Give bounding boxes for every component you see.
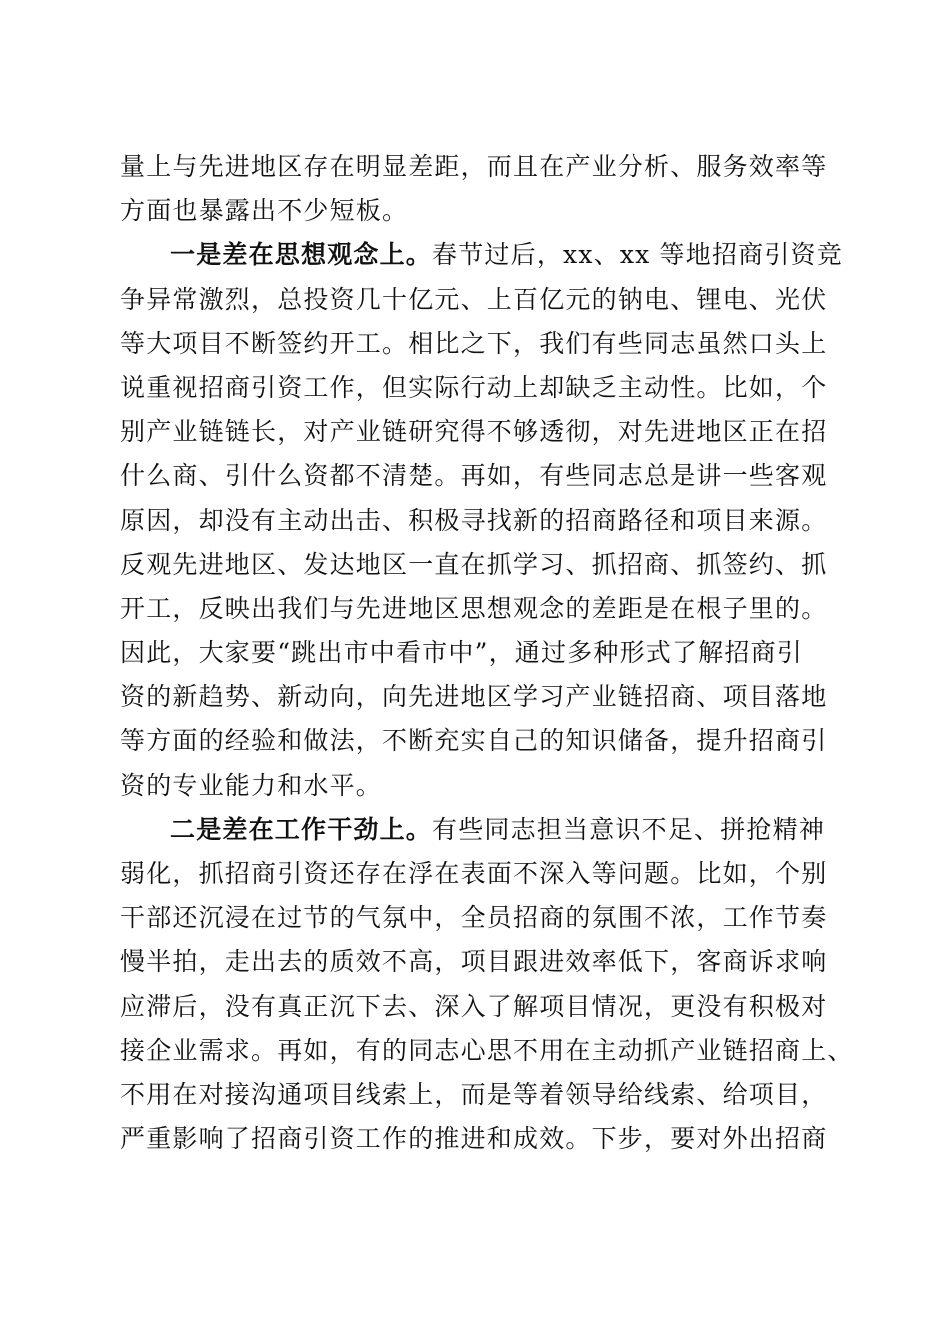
paragraph-thinking-gap bbox=[120, 233, 843, 807]
text-line: 原因，却没有主动出击、积极寻找新的招商路径和项目来源。 bbox=[120, 505, 828, 535]
text-span: 有些同志担当意识不足、拼抢精神 bbox=[432, 814, 826, 844]
paragraph-heading: 二是差在工作干劲上。 bbox=[170, 814, 433, 844]
text-line: 开工，反映出我们与先进地区思想观念的差距是在根子里的。 bbox=[120, 593, 828, 623]
text-line: 严重影响了招商引资工作的推进和成效。下步，要对外出招商 bbox=[120, 1124, 828, 1154]
text-span: 春节过后，xx、xx 等地招商引资竞 bbox=[432, 240, 843, 270]
paragraph-first-line bbox=[120, 808, 830, 852]
text-line: 别产业链链长，对产业链研究得不够透彻，对先进地区正在招 bbox=[120, 417, 828, 447]
text-line: 说重视招商引资工作，但实际行动上却缺乏主动性。比如，个 bbox=[120, 372, 828, 402]
paragraph-work-drive-gap bbox=[120, 808, 854, 1162]
text-line: 争异常激烈，总投资几十亿元、上百亿元的钠电、锂电、光伏 bbox=[120, 284, 828, 314]
text-line: 什么商、引什么资都不清楚。再如，有些同志总是讲一些客观 bbox=[120, 461, 828, 491]
paragraph-continuation bbox=[120, 145, 830, 233]
text-line: 量上与先进地区存在明显差距，而且在产业分析、服务效率等 bbox=[120, 152, 828, 181]
text-line: 资的新趋势、新动向，向先进地区学习产业链招商、项目落地 bbox=[120, 682, 828, 712]
text-line: 弱化，抓招商引资还存在浮在表面不深入等问题。比如，个别 bbox=[120, 859, 828, 888]
paragraph-heading: 一是差在思想观念上。 bbox=[170, 240, 433, 270]
paragraph-first-line bbox=[120, 233, 843, 277]
text-line: 反观先进地区、发达地区一直在抓学习、抓招商、抓签约、抓 bbox=[120, 549, 828, 579]
text-line: 接企业需求。再如，有的同志心思不用在主动抓产业链招商上、 bbox=[120, 1035, 854, 1065]
text-line: 方面也暴露出不少短板。 bbox=[120, 196, 409, 226]
text-line: 资的专业能力和水平。 bbox=[120, 770, 383, 800]
text-line: 慢半拍，走出去的质效不高，项目跟进效率低下，客商诉求响 bbox=[120, 947, 828, 977]
text-line: 因此，大家要“跳出市中看市中”，通过多种形式了解招商引 bbox=[120, 638, 803, 668]
text-line: 不用在对接沟通项目线索上，而是等着领导给线索、给项目， bbox=[120, 1079, 828, 1109]
document-body bbox=[120, 145, 854, 1161]
text-line: 干部还沉浸在过节的气氛中，全员招商的氛围不浓，工作节奏 bbox=[120, 903, 828, 933]
text-line: 等大项目不断签约开工。相比之下，我们有些同志虽然口头上 bbox=[120, 328, 828, 358]
text-line: 等方面的经验和做法，不断充实自己的知识储备，提升招商引 bbox=[120, 726, 828, 756]
text-line: 应滞后，没有真正沉下去、深入了解项目情况，更没有积极对 bbox=[120, 991, 828, 1021]
